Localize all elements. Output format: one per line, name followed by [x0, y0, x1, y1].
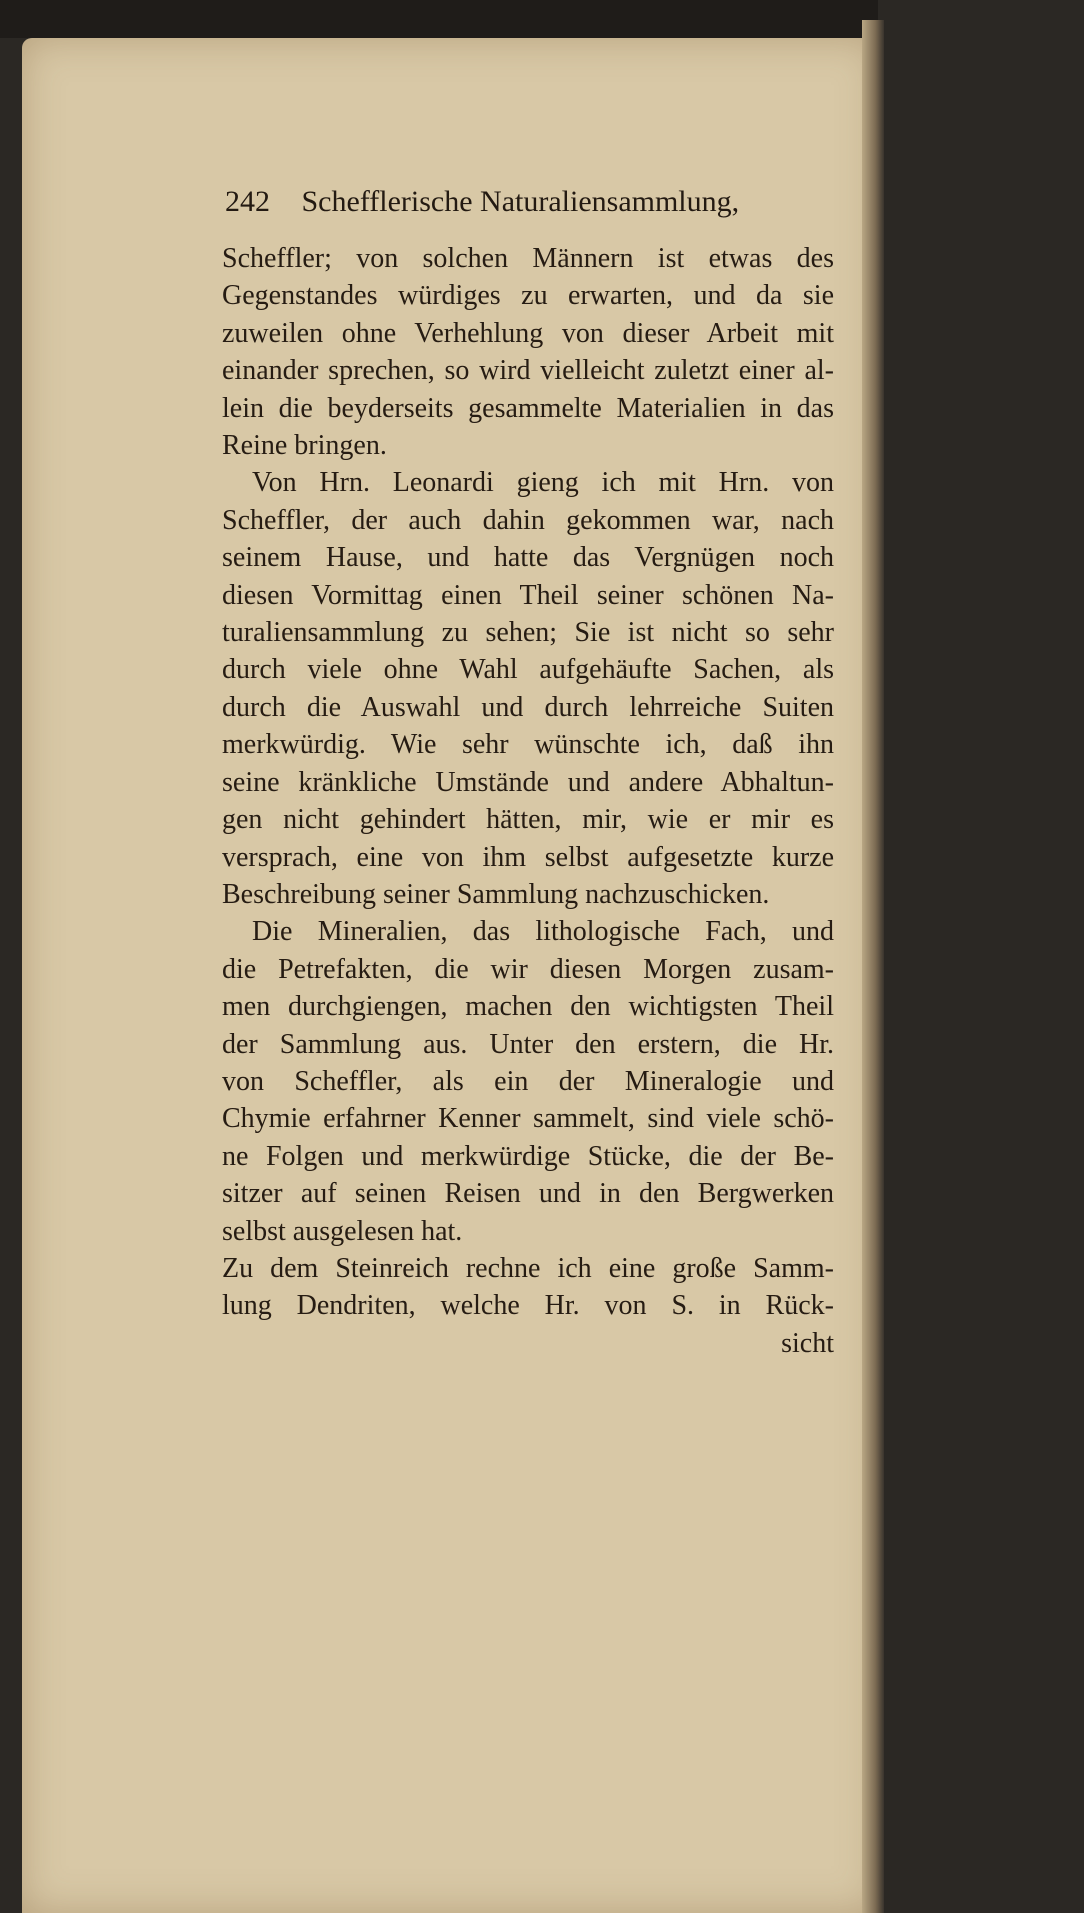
text-line: Die Mineralien, das lithologische Fach, und	[252, 916, 834, 948]
text-line: gen nicht gehindert hätten, mir, wie er mir es	[222, 804, 834, 836]
text-line: Scheffler, der auch dahin gekommen war, nach	[222, 504, 834, 536]
catchword: sicht	[781, 1327, 834, 1359]
text-line: Gegenstandes würdiges zu erwarten, und da sie	[222, 280, 834, 312]
text-line: einander sprechen, so wird vielleicht zuletzt einer al-	[222, 355, 834, 387]
running-title: Schefflerische Naturaliensammlung,	[301, 185, 740, 218]
text-line: die Petrefakten, die wir diesen Morgen zusam-	[222, 953, 834, 985]
text-line: lein die beyderseits gesammelte Materialien in das	[222, 392, 834, 424]
text-line: versprach, eine von ihm selbst aufgesetzte kurze	[222, 841, 834, 873]
text-line: diesen Vormittag einen Theil seiner schönen Na-	[222, 579, 834, 611]
text-line: selbst ausgelesen hat.	[222, 1215, 463, 1247]
text-line: lung Dendriten, welche Hr. von S. in Rück-	[222, 1290, 834, 1322]
text-line: der Sammlung aus. Unter den erstern, die Hr.	[222, 1028, 834, 1060]
text-line: men durchgiengen, machen den wichtigsten Theil	[222, 991, 834, 1023]
running-header	[225, 185, 835, 219]
text-line: Beschreibung seiner Sammlung nachzuschicken.	[222, 878, 770, 910]
scan-background-right	[878, 0, 1084, 1913]
text-line: durch viele ohne Wahl aufgehäufte Sachen, als	[222, 654, 834, 686]
text-line: Chymie erfahrner Kenner sammelt, sind viele schö-	[222, 1103, 834, 1135]
text-line: turaliensammlung zu sehen; Sie ist nicht so sehr	[222, 617, 834, 649]
text-line: zuweilen ohne Verhehlung von dieser Arbeit mit	[222, 317, 834, 349]
text-line: sitzer auf seinen Reisen und in den Bergwerken	[222, 1178, 834, 1210]
page-fore-edge	[862, 20, 884, 1913]
text-line: Scheffler; von solchen Männern ist etwas des	[222, 243, 834, 274]
text-line: ne Folgen und merkwürdige Stücke, die der Be-	[222, 1140, 834, 1172]
page-body	[222, 240, 834, 1362]
text-line: Reine bringen.	[222, 430, 387, 462]
page-number: 242	[225, 185, 270, 218]
text-line: merkwürdig. Wie sehr wünschte ich, daß ihn	[222, 729, 834, 761]
text-line: durch die Auswahl und durch lehrreiche Suiten	[222, 691, 834, 723]
text-line: Zu dem Steinreich rechne ich eine große Samm-	[222, 1252, 834, 1284]
text-line: seine kränkliche Umstände und andere Abhaltun-	[222, 766, 834, 798]
text-line: seinem Hause, und hatte das Vergnügen noch	[222, 542, 834, 574]
text-line: Von Hrn. Leonardi gieng ich mit Hrn. von	[252, 467, 834, 499]
text-line: von Scheffler, als ein der Mineralogie und	[222, 1065, 834, 1097]
